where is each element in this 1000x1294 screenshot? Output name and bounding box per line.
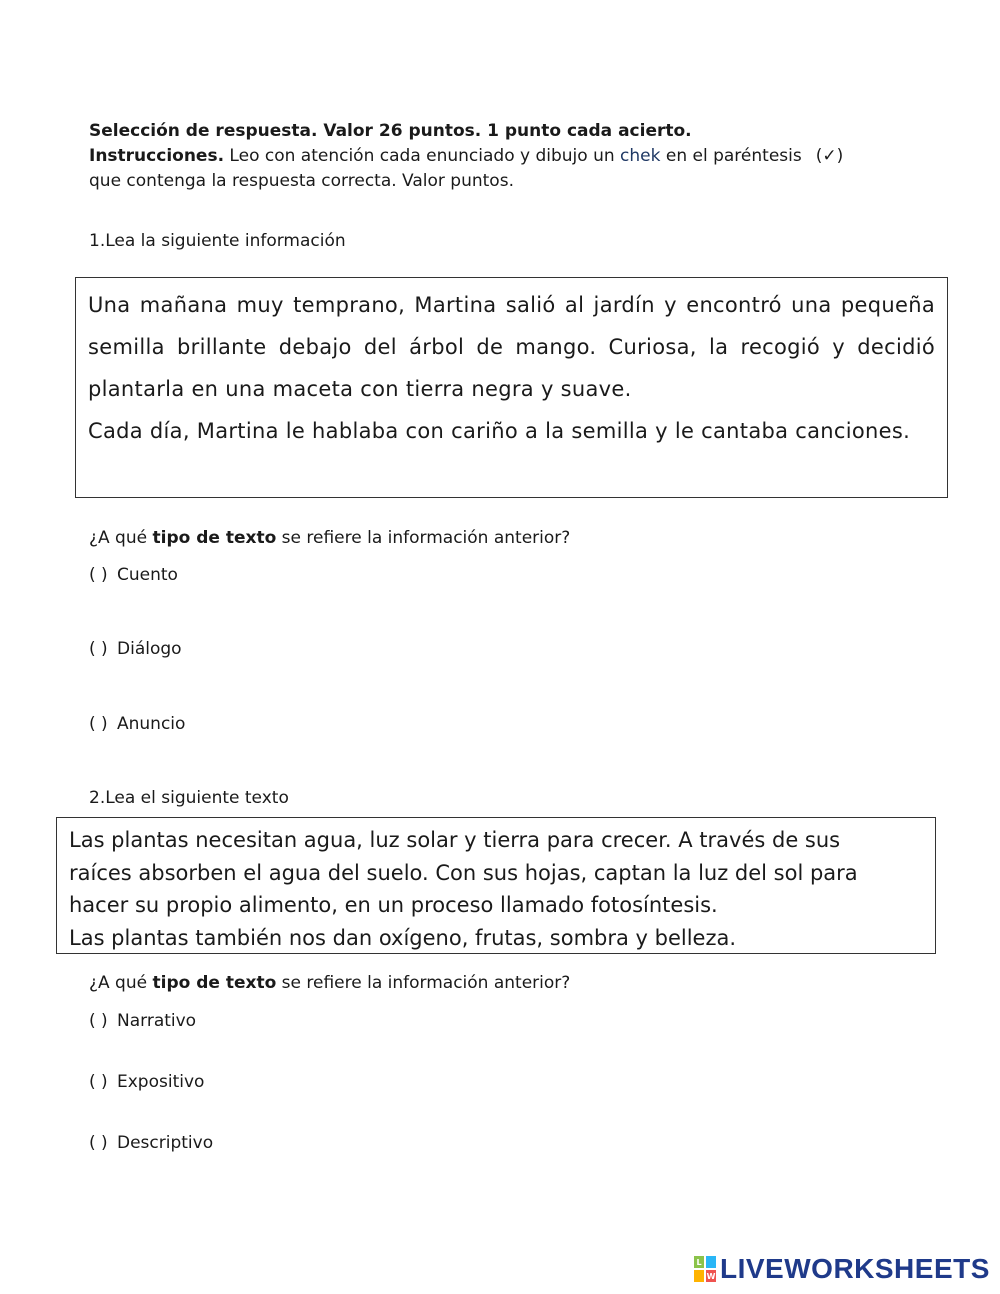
answer-checkbox[interactable]: ( ) xyxy=(89,1072,108,1092)
instructions-line-1 xyxy=(89,144,843,169)
instructions-label: Instrucciones. xyxy=(89,146,225,166)
liveworksheets-mark-icon xyxy=(694,1256,716,1282)
q1-title: 1.Lea la siguiente información xyxy=(89,231,346,251)
q2-option-label: Narrativo xyxy=(117,1011,197,1031)
q2-passage-line: raíces absorben el agua del suelo. Con sus hojas, captan la luz del sol para xyxy=(69,860,858,885)
q2-passage-line: Las plantas también nos dan oxígeno, frutas, sombra y belleza. xyxy=(69,925,737,950)
answer-checkbox[interactable]: ( ) xyxy=(89,714,108,734)
q2-passage-line: hacer su propio alimento, en un proceso llamado fotosíntesis. xyxy=(69,893,718,917)
q1-option-label: Cuento xyxy=(117,565,178,585)
answer-checkbox[interactable]: ( ) xyxy=(89,1011,108,1031)
q1-option xyxy=(89,637,182,662)
instructions-line-2: que contenga la respuesta correcta. Valor puntos. xyxy=(89,171,514,191)
q2-option-label: Expositivo xyxy=(117,1072,205,1092)
q2-option xyxy=(89,1131,213,1156)
logo-mark-letter: W xyxy=(706,1272,716,1281)
logo-mark-letter: L xyxy=(696,1258,702,1267)
q2-question-post: se refiere la información anterior? xyxy=(276,973,571,993)
q1-option-label: Diálogo xyxy=(117,639,182,659)
instructions-accent-word: chek xyxy=(620,146,661,166)
q1-option-label: Anuncio xyxy=(117,714,186,734)
answer-checkbox[interactable]: ( ) xyxy=(89,565,108,585)
q2-option-label: Descriptivo xyxy=(117,1133,214,1153)
q1-question xyxy=(89,526,570,551)
q1-question-bold: tipo de texto xyxy=(152,528,277,548)
liveworksheets-logo xyxy=(694,1255,990,1283)
q2-question-pre: ¿A qué xyxy=(89,973,153,993)
instructions-text-a: Leo con atención cada enunciado y dibujo un xyxy=(224,146,621,166)
q1-passage-box xyxy=(75,277,948,498)
q1-question-post: se refiere la información anterior? xyxy=(276,528,571,548)
q2-question xyxy=(89,971,570,996)
q1-passage-paragraph-1: Una mañana muy temprano, Martina salió al jardín y encontró una pequeña semilla brillante debajo del árbol de mango. Curiosa, la recogió y decidió plantarla en una maceta con tierra negra y suave. xyxy=(88,293,935,401)
check-symbol: (✓) xyxy=(815,146,844,166)
section-heading: Selección de respuesta. Valor 26 puntos. 1 punto cada acierto. xyxy=(89,121,692,141)
q2-passage-box xyxy=(56,817,936,954)
instructions-text-b: en el paréntesis xyxy=(660,146,802,166)
answer-checkbox[interactable]: ( ) xyxy=(89,639,108,659)
q1-question-pre: ¿A qué xyxy=(89,528,153,548)
q2-question-bold: tipo de texto xyxy=(152,973,277,993)
q1-option xyxy=(89,712,185,737)
answer-checkbox[interactable]: ( ) xyxy=(89,1133,108,1153)
q2-passage-line: Las plantas necesitan agua, luz solar y tierra para crecer. A través de sus xyxy=(69,828,841,852)
q2-option xyxy=(89,1070,204,1095)
logo-text: LIVEWORKSHEETS xyxy=(720,1253,990,1284)
q1-option xyxy=(89,563,178,588)
q2-option xyxy=(89,1009,196,1034)
q2-title: 2.Lea el siguiente texto xyxy=(89,788,289,808)
q1-passage-paragraph-2: Cada día, Martina le hablaba con cariño a la semilla y le cantaba canciones. xyxy=(88,419,911,443)
